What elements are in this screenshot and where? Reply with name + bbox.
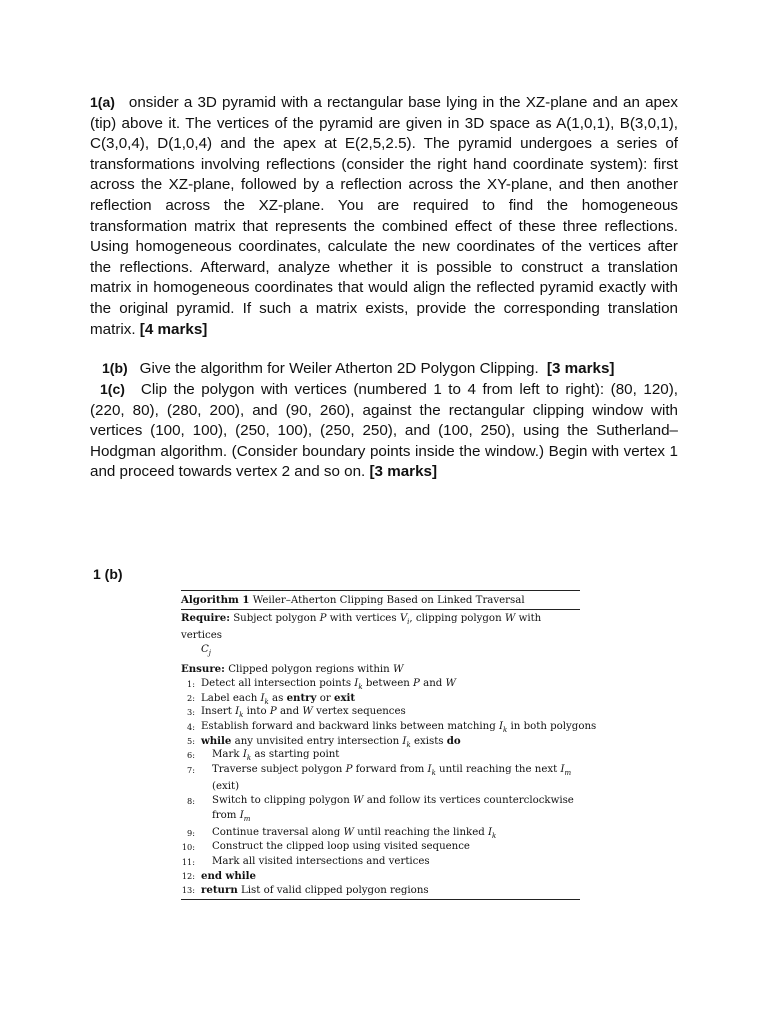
question-1b [90, 358, 678, 380]
algorithm-caption: Algorithm 1 Weiler–Atherton Clipping Based on Linked Traversal [181, 594, 525, 606]
question-1c [90, 379, 678, 483]
algorithm-box [181, 590, 597, 900]
algorithm-line: 4: Establish forward and backward links between matching $I_k$ in both polygons [187, 720, 597, 734]
algorithm-line: 7: Traverse subject polygon P forward from $I_k$ until reaching the next $I_m$ (exit) [187, 763, 572, 792]
require-line-cont: $C_j$ [201, 644, 211, 658]
question-number: 1(b) [102, 360, 128, 376]
algorithm-line: 2: Label each $I_k$ as entry or exit [187, 692, 356, 707]
question-text: onsider a 3D pyramid with a rectangular base lying in the XZ-plane and an apex (tip) above it. The vertices of the pyramid are given in 3D space as A(1,0,1), B(3,0,1), C(3,0,4), D(1,0,4) and the apex at E(2,5,2.5). The pyramid undergoes a series of transformations involving reflections (consider the right hand coordinate system): first across the XZ-plane, followed by a reflection across the XY-plane, and then another reflection across the XZ-plane. You are required to find the homogeneous transformation matrix that represents the combined effect of these three reflections. Using homogeneous coordinates, calculate the new coordinates of the vertices after the reflections. Afterward, analyze whether it is possible to construct a translation matrix in homogeneous coordinates that would align the reflected pyramid exactly with the original pyramid. If such a matrix exists, provide the corresponding translation matrix. [90, 94, 678, 338]
question-1a [90, 92, 678, 340]
algorithm-line: 11: Mark all visited intersections and vertices [181, 855, 430, 867]
answer-label: 1 (b) [93, 566, 123, 582]
marks: [3 marks] [369, 463, 438, 481]
require-line: Require: Subject polygon P with vertices $V_i$, clipping polygon W with vertices [181, 612, 542, 642]
ensure-line: Ensure: Clipped polygon regions within W [181, 662, 404, 675]
question-number: 1(a) [90, 94, 115, 110]
question-text: Clip the polygon with vertices (numbered 1 to 4 from left to right): (80, 120), (220, 80), (280, 200), and (90, 260), against the rectangular clipping window with vertices (100, 100), (250, 100), (250, 250), and (100, 250), using the Sutherland–Hodgman algorithm. (Consider boundary points inside the window.) Begin with vertex 1 and proceed towards vertex 2 and so on. [90, 381, 678, 481]
mid-rule [181, 609, 580, 610]
question-text: Give the algorithm for Weiler Atherton 2D Polygon Clipping. [139, 360, 539, 377]
bottom-rule [181, 899, 580, 900]
algorithm-line: 9: Continue traversal along W until reaching the linked $I_k$ [187, 826, 497, 840]
algorithm-line: 13: return List of valid clipped polygon regions [181, 884, 429, 897]
algorithm-line: 1: Detect all intersection points $I_k$ between P and W [187, 677, 457, 691]
algorithm-line: 5: while any unvisited entry intersection $I_k$ exists do [187, 735, 461, 750]
algorithm-line: 6: Mark $I_k$ as starting point [187, 749, 340, 763]
marks: [3 marks] [546, 360, 615, 377]
algorithm-line: 12: end while [181, 869, 256, 882]
algorithm-line: 8: Switch to clipping polygon W and follow its vertices counterclockwise from $I_m$ [187, 795, 574, 823]
algorithm-line: 10: Construct the clipped loop using visited sequence [181, 841, 470, 853]
algorithm-line: 3: Insert $I_k$ into P and W vertex sequences [187, 706, 406, 720]
marks: [4 marks] [139, 320, 208, 338]
question-number: 1(c) [100, 381, 125, 397]
